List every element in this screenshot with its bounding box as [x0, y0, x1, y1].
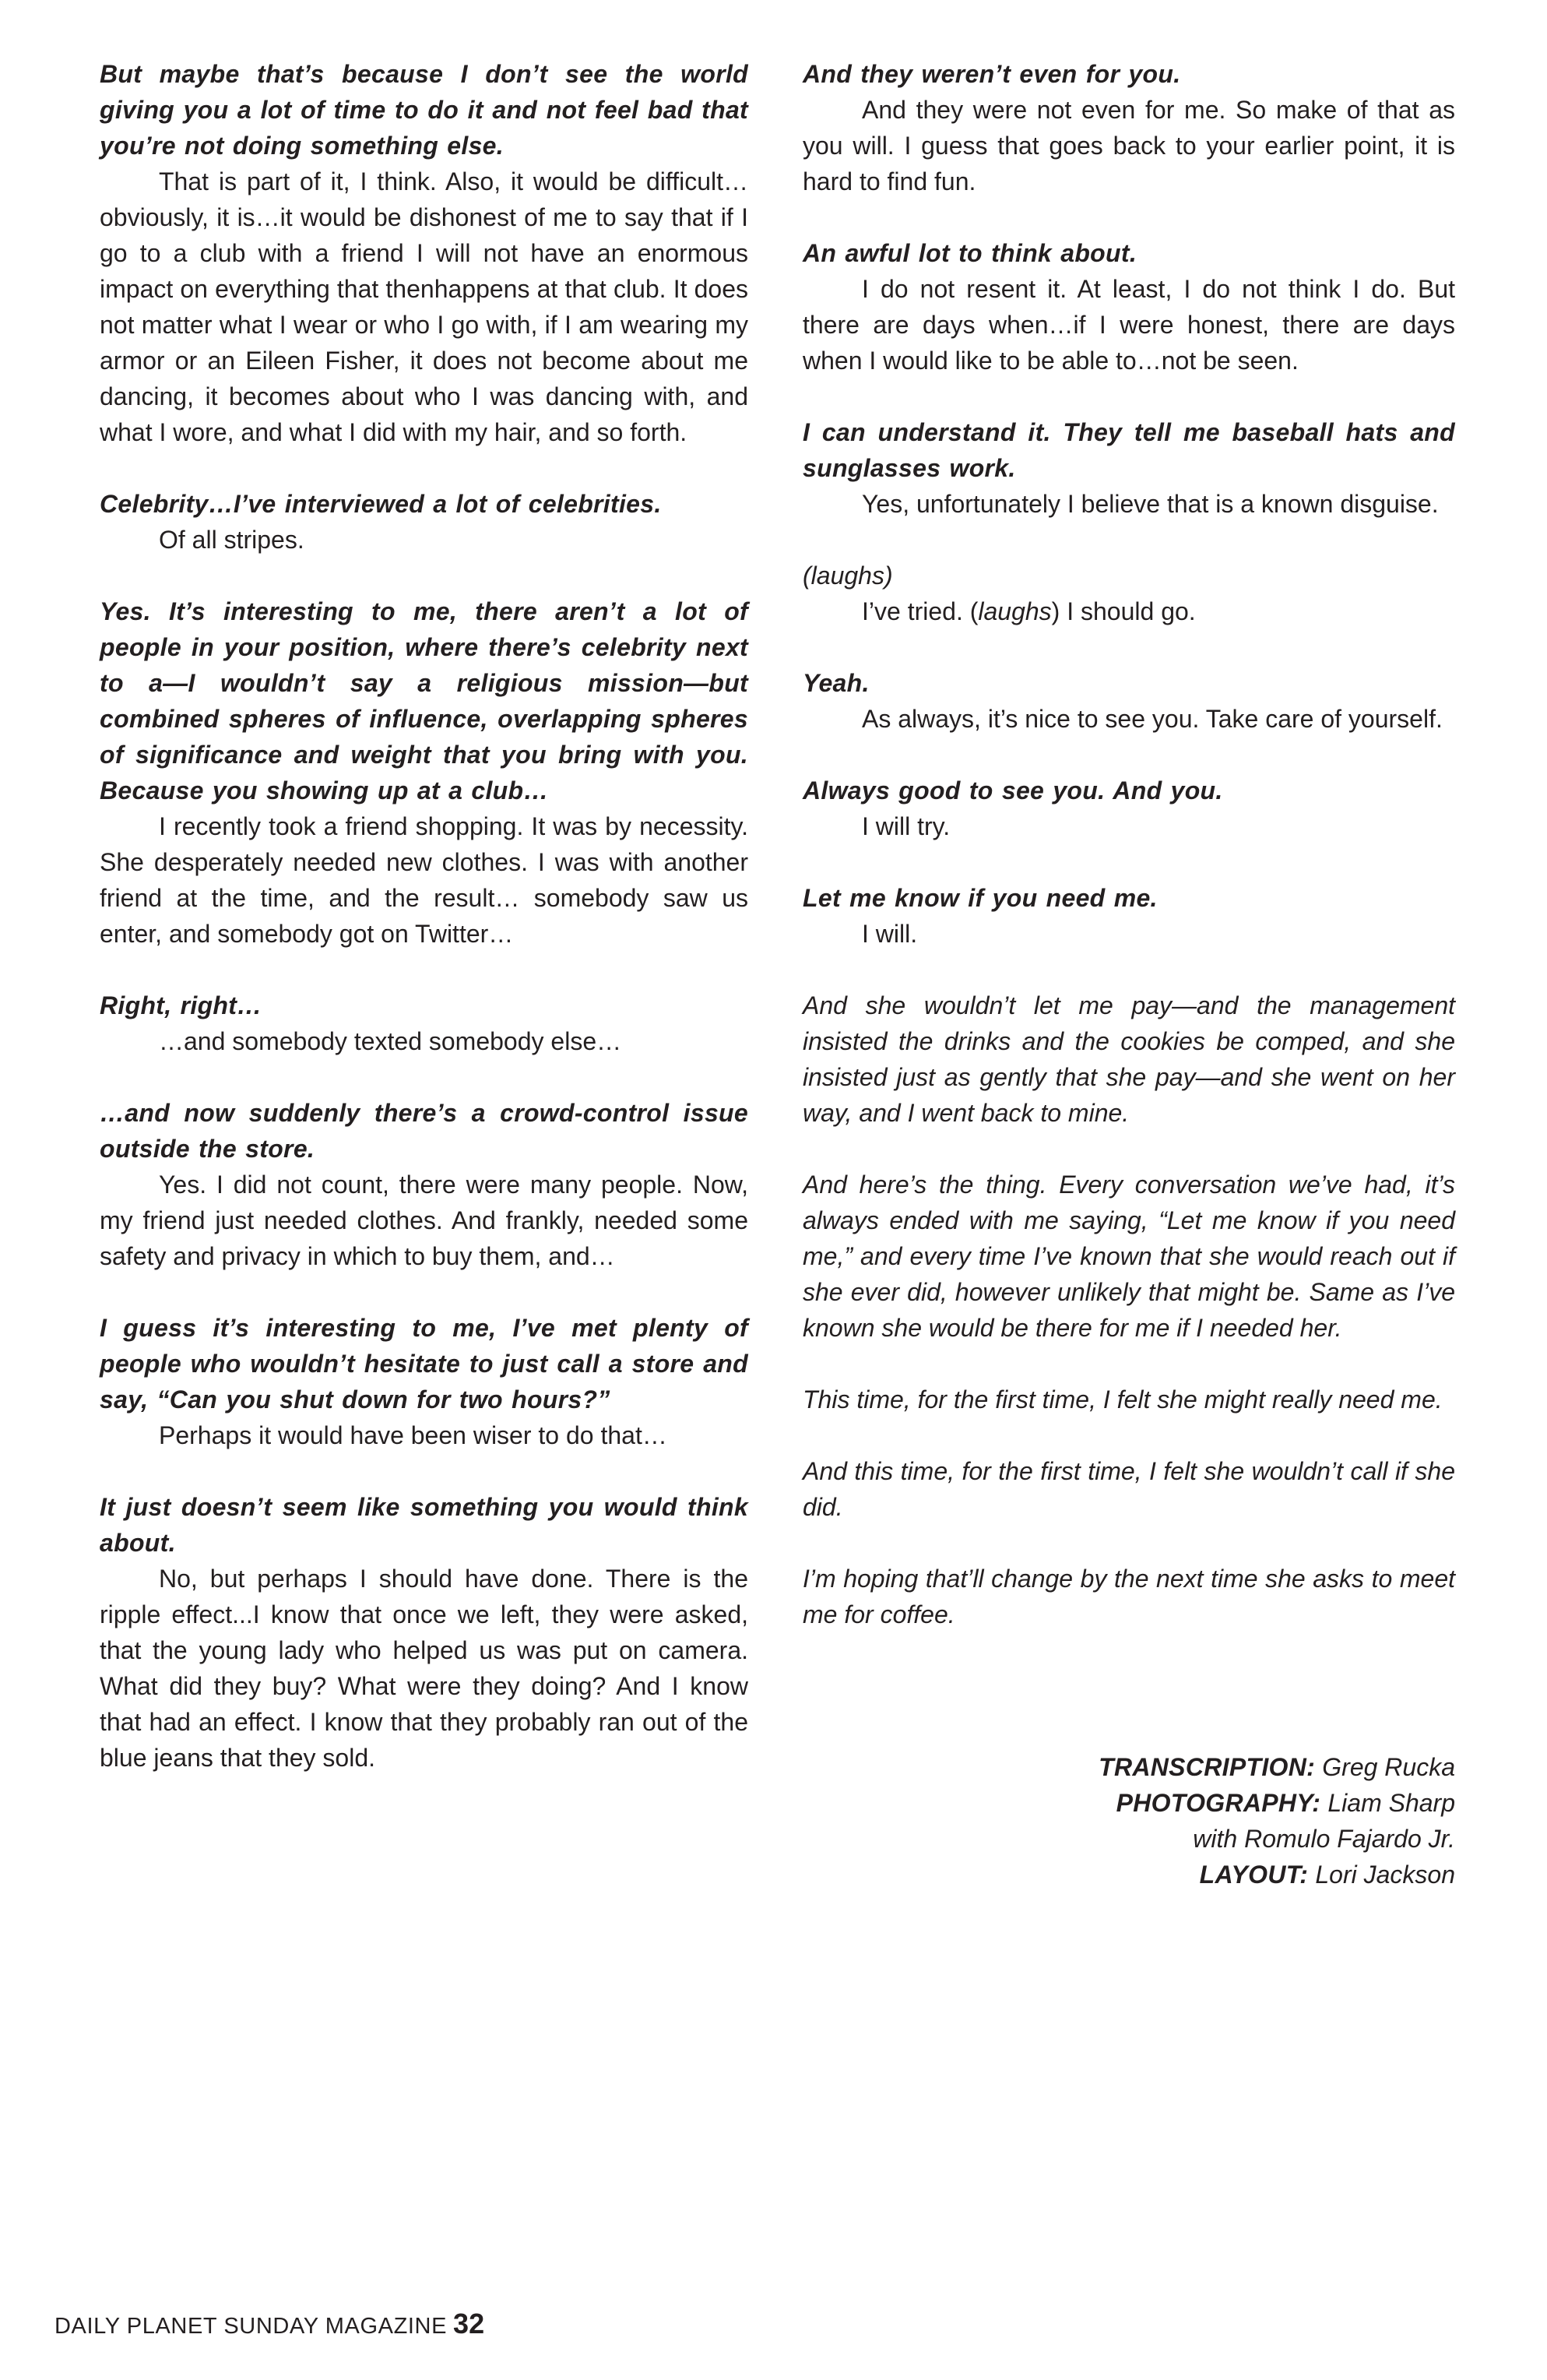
- text-segment: I’ve tried. (: [862, 597, 979, 625]
- narration-paragraph: And here’s the thing. Every conversation we’ve had, it’s always ended with me saying, “Let me know if you need me,” and every time I’ve known that she would reach out if she ever did, however unlikely that might be. Same as I’ve known she would be there for me if I needed her.: [803, 1171, 1455, 1342]
- question-paragraph: I guess it’s interesting to me, I’ve met plenty of people who wouldn’t hesitate to just call a store and say, “Can you shut down for two hours?”: [100, 1314, 748, 1414]
- question-paragraph: …and now suddenly there’s a crowd-control issue outside the store.: [100, 1099, 748, 1163]
- answer-paragraph: No, but perhaps I should have done. There is the ripple effect...I know that once we left, they were asked, that the young lady who helped us was put on camera. What did they buy? What were they doing? And I know that had an effect. I know that they probably ran out of the blue jeans that they sold.: [100, 1565, 748, 1772]
- question-paragraph: Celebrity…I’ve interviewed a lot of celebrities.: [100, 490, 662, 518]
- answer-paragraph: I do not resent it. At least, I do not think I do. But there are days when…if I were honest, there are days when I would like to be able to…not be seen.: [803, 275, 1455, 375]
- narration-paragraph: I’m hoping that’ll change by the next time she asks to meet me for coffee.: [803, 1565, 1455, 1628]
- answer-paragraph: …and somebody texted somebody else…: [159, 1027, 622, 1055]
- answer-paragraph: [803, 593, 1455, 629]
- footer: [54, 2310, 484, 2338]
- credit-label: LAYOUT:: [1199, 1861, 1316, 1889]
- answer-paragraph: I will try.: [862, 812, 951, 840]
- answer-paragraph: I recently took a friend shopping. It was by necessity. She desperately needed new clothes. I was with another friend at the time, and the result… somebody saw us enter, and somebody got on Twitter…: [100, 812, 748, 948]
- question-paragraph: Yeah.: [803, 669, 870, 697]
- answer-paragraph: Perhaps it would have been wiser to do that…: [159, 1421, 667, 1449]
- page-number: 32: [453, 2308, 485, 2340]
- narration-paragraph: And she wouldn’t let me pay—and the management insisted the drinks and the cookies be comped, and she insisted just as gently that she pay—and she went on her way, and I went back to mine.: [803, 991, 1455, 1127]
- magazine-title: DAILY PLANET SUNDAY MAGAZINE: [54, 2314, 448, 2339]
- answer-paragraph: I will.: [862, 920, 918, 948]
- question-paragraph: I can understand it. They tell me baseball hats and sunglasses work.: [803, 418, 1455, 482]
- credit-line: [803, 1857, 1455, 1892]
- credits: [803, 1749, 1455, 1892]
- narration-paragraph: And this time, for the first time, I felt she wouldn’t call if she did.: [803, 1457, 1455, 1521]
- text-segment: ) I should go.: [1051, 597, 1196, 625]
- answer-paragraph: Yes. I did not count, there were many people. Now, my friend just needed clothes. And frankly, needed some safety and privacy in which to buy them, and…: [100, 1171, 748, 1270]
- stage-direction: laughs: [978, 597, 1052, 625]
- question-paragraph: Always good to see you. And you.: [803, 776, 1223, 804]
- answer-paragraph: Yes, unfortunately I believe that is a known disguise.: [862, 490, 1439, 518]
- credit-line: [803, 1785, 1455, 1821]
- answer-paragraph: Of all stripes.: [159, 526, 304, 554]
- question-paragraph: Yes. It’s interesting to me, there aren’t a lot of people in your position, where there’s celebrity next to a—I wouldn’t say a religious mission—but combined spheres of influence, overlapping spheres of significance and weight that you bring with you. Because you showing up at a club…: [100, 597, 748, 804]
- credit-line: [803, 1821, 1455, 1857]
- credit-line: [803, 1749, 1455, 1785]
- question-paragraph: It just doesn’t seem like something you would think about.: [100, 1493, 748, 1557]
- credit-label: TRANSCRIPTION:: [1099, 1753, 1323, 1781]
- credit-value: with Romulo Fajardo Jr.: [1193, 1825, 1455, 1853]
- question-paragraph: Let me know if you need me.: [803, 884, 1158, 912]
- credit-label: PHOTOGRAPHY:: [1116, 1789, 1328, 1817]
- question-paragraph: Right, right…: [100, 991, 262, 1019]
- question-paragraph: An awful lot to think about.: [803, 239, 1137, 267]
- left-column: [100, 56, 748, 1776]
- answer-paragraph: That is part of it, I think. Also, it would be difficult…obviously, it is…it would be dishonest of me to say that if I go to a club with a friend I will not have an enormous impact on everything that thenhappens at that club. It does not matter what I wear or who I go with, if I am wearing my armor or an Eileen Fisher, it does not become about me dancing, it becomes about who I was dancing with, and what I wore, and what I did with my hair, and so forth.: [100, 167, 748, 446]
- question-paragraph: But maybe that’s because I don’t see the world giving you a lot of time to do it and not feel bad that you’re not doing something else.: [100, 60, 748, 160]
- narration-paragraph: This time, for the first time, I felt she might really need me.: [803, 1385, 1443, 1414]
- answer-paragraph: As always, it’s nice to see you. Take care of yourself.: [862, 705, 1443, 733]
- answer-paragraph: And they were not even for me. So make of that as you will. I guess that goes back to your earlier point, it is hard to find fun.: [803, 96, 1455, 195]
- credit-value: Liam Sharp: [1327, 1789, 1455, 1817]
- credit-value: Greg Rucka: [1322, 1753, 1455, 1781]
- right-column: [803, 56, 1455, 1892]
- question-paragraph: And they weren’t even for you.: [803, 60, 1181, 88]
- credit-value: Lori Jackson: [1315, 1861, 1455, 1889]
- narration-paragraph: (laughs): [803, 562, 893, 590]
